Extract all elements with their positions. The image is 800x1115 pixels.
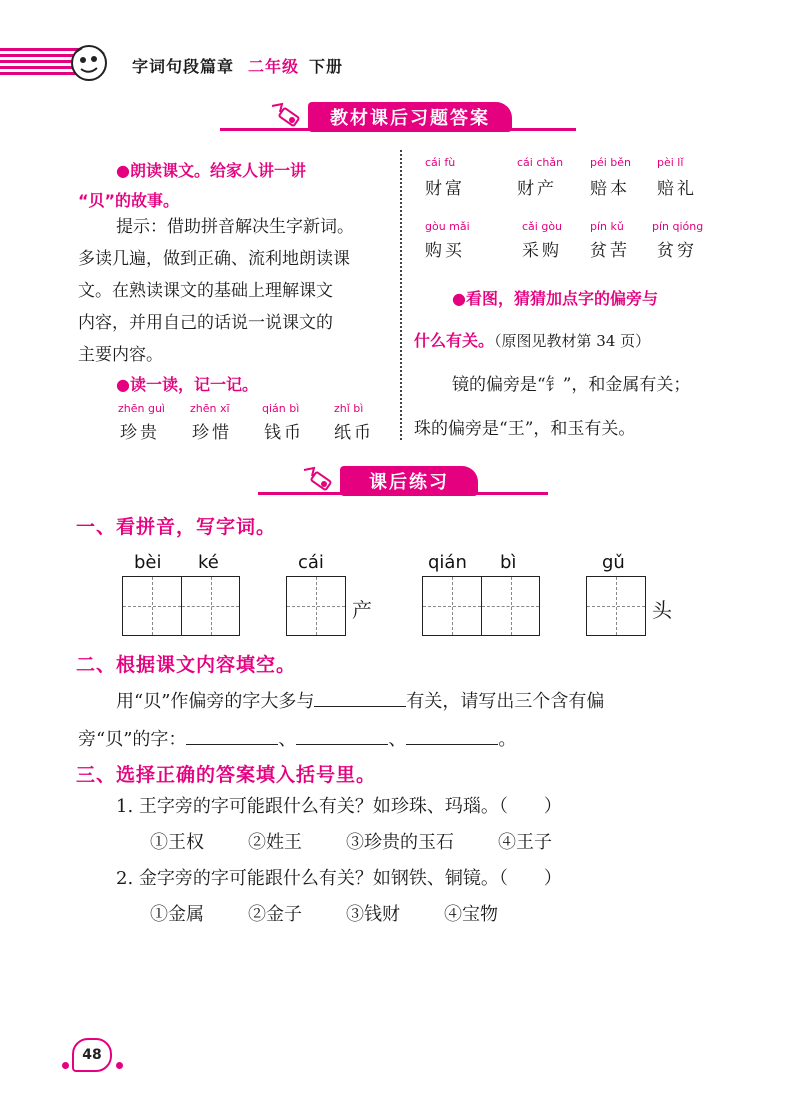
grid-cell[interactable] — [287, 577, 345, 635]
section1-banner: 教材课后习题答案 — [308, 102, 512, 132]
question-2: 2. 金字旁的字可能跟什么有关？如钢铁、铜镜。（ ） — [116, 868, 562, 889]
word-pinyin: pèi lǐ — [657, 156, 684, 169]
question-2-options — [150, 900, 542, 926]
q1-hint-line-4: 内容，并用自己的话说一说课文的 — [78, 313, 333, 333]
q1-hint-line-2: 多读几遍，做到正确、流利地朗读课 — [78, 249, 350, 269]
grid-cell[interactable] — [587, 577, 645, 635]
question-1-options — [150, 828, 596, 854]
word-hanzi: 珍惜 — [192, 423, 232, 443]
exercise3-title: 三、选择正确的答案填入括号里。 — [76, 764, 377, 786]
word-pinyin: pín qióng — [652, 220, 704, 233]
exercise1-title: 一、看拼音，写字词。 — [76, 516, 277, 538]
q1-title-line2: “贝”的故事。 — [78, 191, 180, 210]
pinyin-label: bì — [500, 552, 517, 573]
word-hanzi: 珍贵 — [120, 423, 160, 443]
word-pinyin: qián bì — [262, 402, 300, 415]
word-pinyin: cái chǎn — [517, 156, 564, 169]
q1-hint-line-3: 文。在熟读课文的基础上理解课文 — [78, 281, 333, 301]
option[interactable]: ②姓王 — [248, 832, 302, 853]
word-hanzi: 赔本 — [590, 179, 630, 199]
question-1: 1. 王字旁的字可能跟什么有关？如珍珠、玛瑙。（ ） — [116, 796, 562, 817]
pinyin-label: qián — [428, 552, 467, 573]
grid-cell[interactable] — [481, 577, 539, 635]
page-dot-decoration — [116, 1062, 123, 1069]
answer-line-1: 镜的偏旁是“钅”，和金属有关； — [452, 375, 691, 395]
fill-blank[interactable] — [406, 724, 498, 745]
pinyin-label: cái — [298, 552, 324, 573]
writing-grid-qianbi[interactable] — [422, 576, 540, 636]
separator: 、 — [278, 729, 297, 750]
word-pinyin: péi běn — [590, 156, 632, 169]
pinyin-label: bèi — [134, 552, 162, 573]
word-hanzi: 购买 — [425, 241, 465, 261]
word-pinyin: cái fù — [425, 156, 456, 169]
option[interactable]: ①金属 — [150, 904, 204, 925]
word-hanzi: 财产 — [517, 179, 557, 199]
q1-hint-line-5: 主要内容。 — [78, 345, 163, 365]
pencil-star-icon — [300, 464, 340, 496]
pencil-star-icon — [268, 100, 308, 132]
page-number: 48 — [72, 1038, 112, 1072]
q3-title-line2-row — [414, 328, 650, 351]
option[interactable]: ②金子 — [248, 904, 302, 925]
word-hanzi: 财富 — [425, 179, 465, 199]
q3-note: （原图见教材第 34 页） — [494, 332, 651, 350]
column-divider — [400, 150, 402, 440]
grid-cell[interactable] — [123, 577, 181, 635]
grade-label: 二年级 — [248, 57, 300, 76]
word-pinyin: gòu mǎi — [425, 220, 470, 233]
word-hanzi: 贫苦 — [590, 241, 630, 261]
option[interactable]: ④宝物 — [444, 904, 498, 925]
q3-title-line2: 什么有关。 — [414, 331, 495, 350]
grid-cell[interactable] — [181, 577, 239, 635]
q1-hint-line-1: 提示：借助拼音解决生字新词。 — [116, 217, 354, 237]
q1-title-line1: ●朗读课文。给家人讲一讲 — [116, 161, 306, 180]
option[interactable]: ③珍贵的玉石 — [346, 832, 454, 853]
writing-grid-gu[interactable] — [586, 576, 646, 636]
word-pinyin: zhēn xī — [190, 402, 230, 415]
word-hanzi: 赔礼 — [657, 179, 697, 199]
word-pinyin: zhēn guì — [118, 402, 165, 415]
fill-text: 有关，请写出三个含有偏 — [406, 691, 605, 712]
pinyin-label: ké — [198, 552, 219, 573]
writing-grid-cai[interactable] — [286, 576, 346, 636]
separator: 、 — [388, 729, 407, 750]
fill-blank[interactable] — [186, 724, 278, 745]
word-hanzi: 钱币 — [264, 423, 304, 443]
answer-line-2: 珠的偏旁是“王”，和玉有关。 — [414, 419, 636, 439]
suffix-char: 产 — [352, 598, 372, 622]
word-hanzi: 采购 — [522, 241, 562, 261]
word-hanzi: 贫穷 — [657, 241, 697, 261]
option[interactable]: ③钱财 — [346, 904, 400, 925]
fill-line-2 — [78, 724, 516, 751]
fill-text: 用“贝”作偏旁的字大多与 — [116, 691, 315, 712]
word-pinyin: pín kǔ — [590, 220, 624, 233]
suffix-char: 头 — [652, 598, 672, 622]
section2-banner: 课后练习 — [340, 466, 478, 496]
term-label: 下册 — [309, 57, 344, 76]
fill-blank[interactable] — [296, 724, 388, 745]
fill-text: 旁“贝”的字： — [78, 729, 187, 750]
option[interactable]: ④王子 — [498, 832, 552, 853]
word-pinyin: zhǐ bì — [334, 402, 364, 415]
option[interactable]: ①王权 — [150, 832, 204, 853]
pinyin-label: gǔ — [602, 552, 625, 573]
fill-blank[interactable] — [314, 686, 406, 707]
book-title: 字词句段篇章 — [132, 57, 235, 76]
word-hanzi: 纸币 — [334, 423, 374, 443]
end-mark: 。 — [498, 729, 517, 750]
exercise2-title: 二、根据课文内容填空。 — [76, 654, 297, 676]
writing-grid-beike[interactable] — [122, 576, 240, 636]
word-pinyin: cǎi gòu — [522, 220, 563, 233]
cartoon-mascot-icon — [70, 44, 108, 82]
header-title-bar — [132, 54, 343, 77]
page-dot-decoration — [62, 1062, 69, 1069]
q2-title: ●读一读，记一记。 — [116, 375, 258, 394]
q3-title-line1: ●看图，猜猜加点字的偏旁与 — [452, 289, 658, 308]
fill-line-1 — [116, 686, 604, 713]
grid-cell[interactable] — [423, 577, 481, 635]
